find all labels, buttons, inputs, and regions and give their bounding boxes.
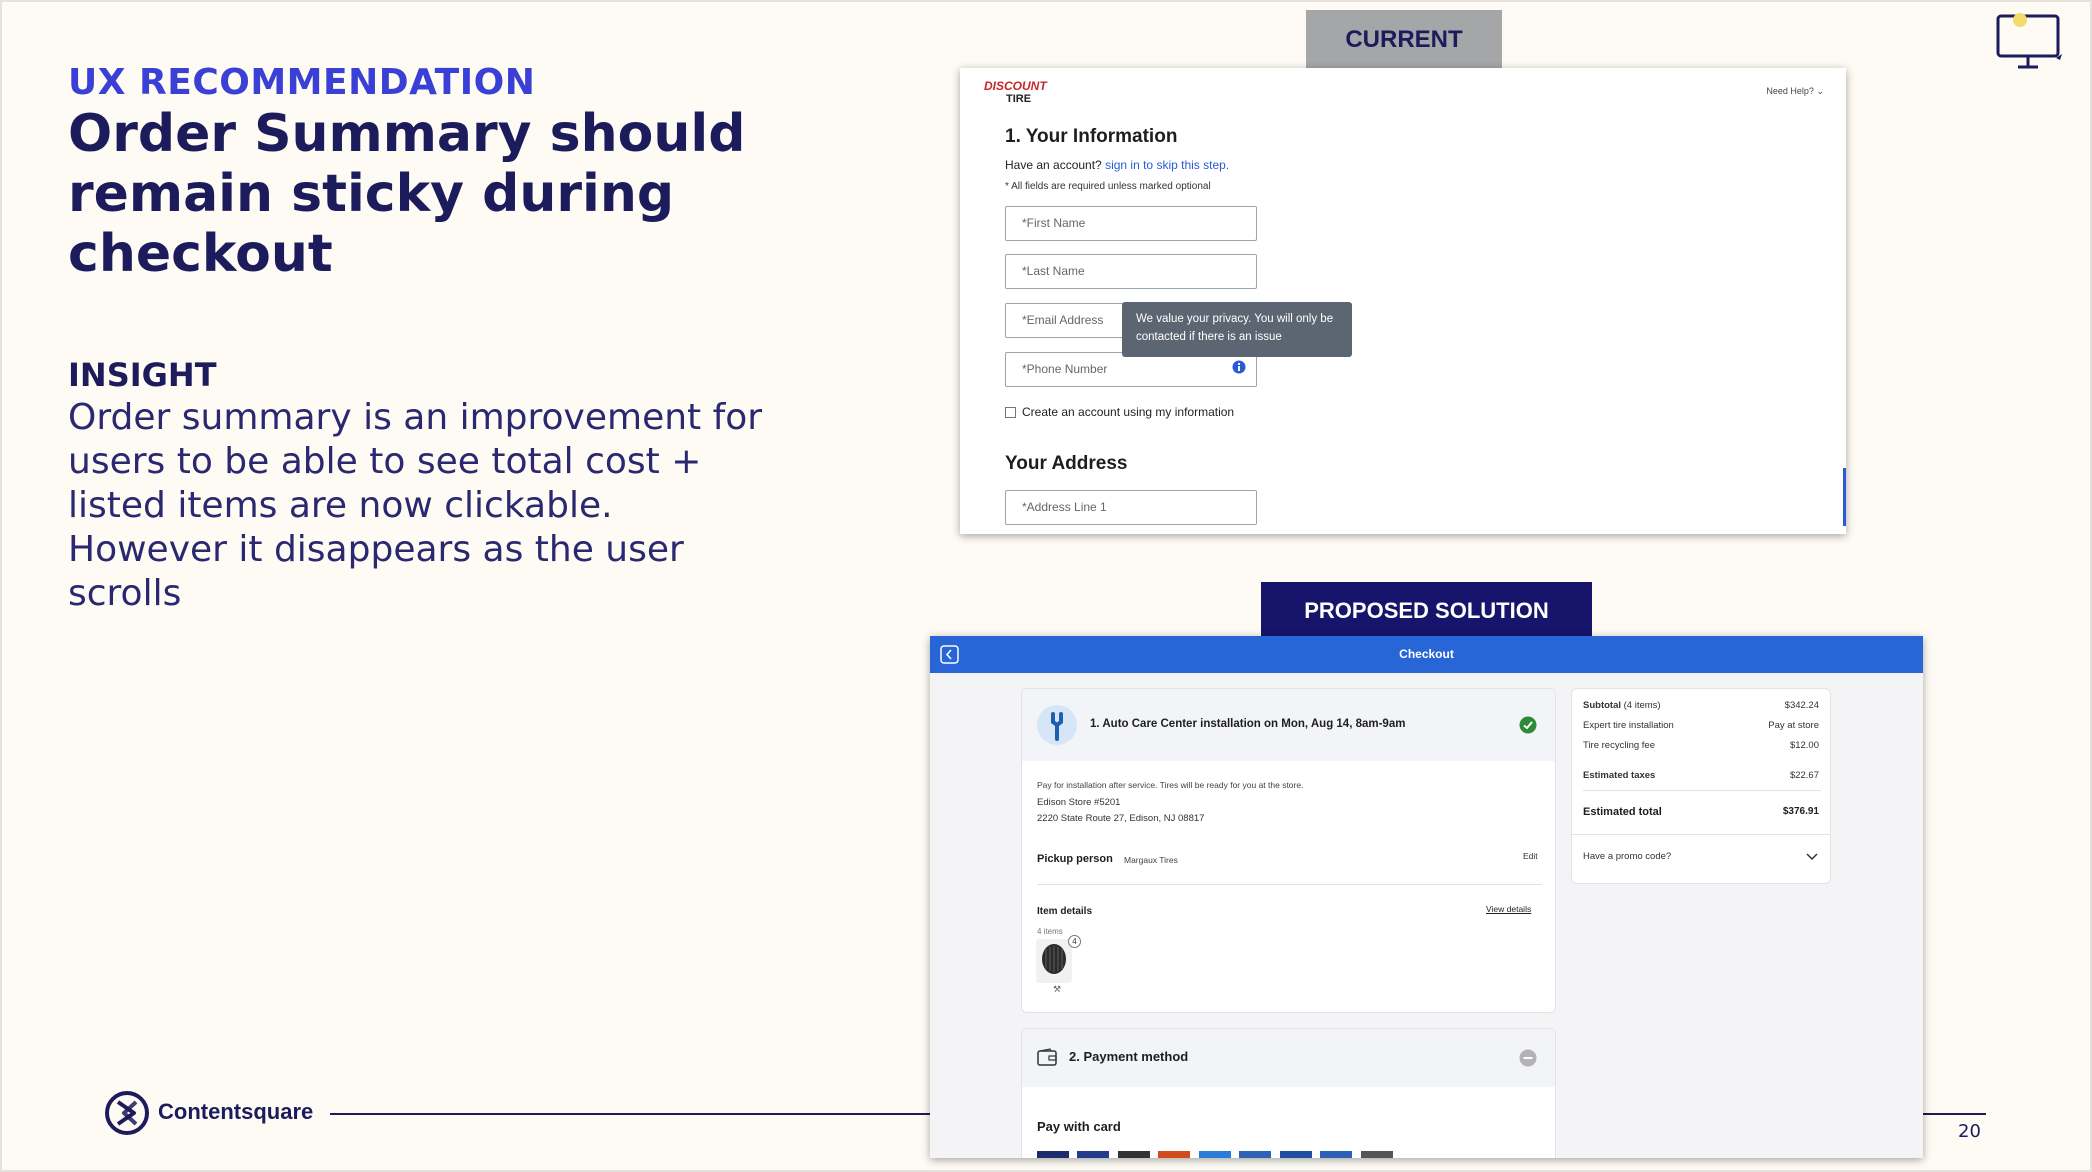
taxes-label: Estimated taxes	[1583, 770, 1656, 781]
tire-thumbnail[interactable]	[1036, 939, 1072, 994]
checkout-title: Checkout	[1399, 647, 1454, 661]
info-icon[interactable]	[1232, 360, 1246, 374]
create-account-checkbox[interactable]	[1005, 407, 1016, 418]
edit-link[interactable]: Edit	[1523, 851, 1538, 861]
privacy-tooltip: We value your privacy. You will only be contacted if there is an issue	[1122, 302, 1352, 357]
svg-text:TIRE: TIRE	[1006, 93, 1032, 104]
label-proposed: PROPOSED SOLUTION	[1261, 582, 1592, 638]
subtotal-value: $342.24	[1784, 700, 1819, 711]
collapse-icon[interactable]	[1519, 1049, 1537, 1067]
recycle-label: Tire recycling fee	[1583, 740, 1655, 751]
check-circle-icon	[1519, 716, 1537, 734]
pay-note: Pay for installation after service. Tires will be ready for you at the store.	[1037, 780, 1304, 790]
wrench-small-icon: ⚒	[1053, 984, 1062, 994]
account-prompt: Have an account? sign in to skip this step.	[1005, 158, 1230, 172]
tire-icon	[1040, 943, 1068, 975]
address-line1-field[interactable]: *Address Line 1	[1005, 490, 1257, 525]
total-label: Estimated total	[1583, 806, 1662, 818]
store-address: 2220 State Route 27, Edison, NJ 08817	[1037, 813, 1205, 824]
scrollbar[interactable]	[1843, 468, 1846, 526]
page-number: 20	[1958, 1121, 1981, 1142]
chevron-down-icon: ⌄	[1816, 86, 1824, 96]
section-title: 1. Your Information	[1005, 126, 1178, 147]
proposed-screenshot	[930, 636, 1923, 1158]
installation-card	[1021, 688, 1556, 1013]
pay-with-card-label: Pay with card	[1037, 1119, 1121, 1134]
insight-title: INSIGHT	[68, 356, 217, 394]
pickup-name: Margaux Tires	[1124, 855, 1178, 865]
label-current: CURRENT	[1306, 10, 1502, 68]
sign-in-link[interactable]: sign in to skip this step.	[1105, 158, 1230, 172]
install-value: Pay at store	[1768, 720, 1819, 731]
divider	[1583, 790, 1821, 791]
item-count: 4 items	[1037, 927, 1063, 936]
current-screenshot	[960, 68, 1846, 534]
monitor-icon	[1994, 10, 2066, 70]
taxes-value: $22.67	[1789, 770, 1819, 781]
first-name-field[interactable]: *First Name	[1005, 206, 1257, 241]
payment-title: 2. Payment method	[1069, 1049, 1189, 1064]
address-title: Your Address	[1005, 453, 1128, 474]
wrench-icon	[1036, 704, 1078, 746]
svg-text:DISCOUNT: DISCOUNT	[984, 79, 1047, 93]
item-details-label: Item details	[1037, 906, 1093, 917]
email-field[interactable]: *Email Address	[1005, 303, 1257, 338]
insight-body: Order summary is an improvement for users to be able to see total cost + listed items are now clickable. However it disappears as the user scrolls	[68, 397, 763, 614]
wallet-icon	[1037, 1048, 1057, 1066]
view-details-link[interactable]: View details	[1486, 904, 1532, 914]
payment-card	[1021, 1028, 1556, 1158]
divider	[1572, 834, 1830, 835]
contentsquare-logo-icon	[104, 1090, 150, 1136]
store-name: Edison Store #5201	[1037, 797, 1121, 808]
headline: Order Summary should remain sticky during checkout	[68, 104, 746, 284]
eyebrow: UX RECOMMENDATION	[68, 62, 536, 103]
quantity-badge: 4	[1068, 935, 1081, 948]
last-name-field[interactable]: *Last Name	[1005, 254, 1257, 289]
installation-title: 1. Auto Care Center installation on Mon, Aug 14, 8am-9am	[1090, 718, 1406, 730]
order-summary-card	[1571, 688, 1831, 884]
create-account-label: Create an account using my information	[1022, 405, 1235, 419]
required-note: * All fields are required unless marked optional	[1005, 181, 1211, 192]
need-help-menu[interactable]: Need Help? ⌄	[1766, 86, 1824, 96]
recycle-value: $12.00	[1789, 740, 1819, 751]
phone-field[interactable]: *Phone Number	[1005, 352, 1257, 387]
brand-name: Contentsquare	[158, 1099, 314, 1124]
install-label: Expert tire installation	[1583, 720, 1674, 731]
discount-tire-logo	[984, 78, 1064, 104]
subtotal-row: Subtotal (4 items)	[1583, 700, 1661, 711]
chevron-down-icon[interactable]	[1806, 853, 1818, 861]
card-brand-logos	[1037, 1146, 1397, 1154]
total-value: $376.91	[1782, 806, 1819, 817]
pickup-label: Pickup person	[1037, 853, 1113, 865]
divider	[1037, 884, 1542, 885]
promo-code-toggle[interactable]: Have a promo code?	[1583, 851, 1672, 862]
